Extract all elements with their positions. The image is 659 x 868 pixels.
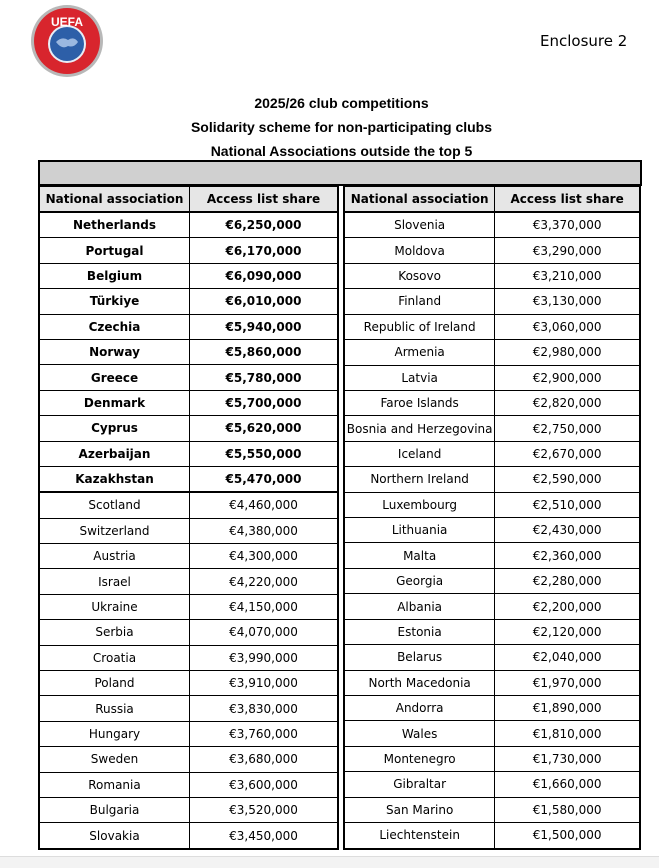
association-cell: Armenia — [344, 340, 495, 365]
title-line-1: 2025/26 club competitions — [254, 95, 429, 111]
table-row — [344, 238, 640, 263]
table-row — [39, 238, 338, 263]
table-row — [344, 263, 640, 288]
association-cell: Belgium — [39, 263, 190, 288]
association-cell: Bosnia and Herzegovina — [344, 416, 495, 441]
table-row — [39, 416, 338, 441]
association-cell: Georgia — [344, 568, 495, 593]
table-row — [39, 620, 338, 645]
association-cell: Gibraltar — [344, 772, 495, 797]
table-row — [344, 670, 640, 695]
table-row — [344, 365, 640, 390]
share-cell: €4,460,000 — [190, 492, 339, 518]
association-cell: Netherlands — [39, 212, 190, 238]
uefa-logo — [30, 4, 104, 78]
share-cell: €5,860,000 — [190, 339, 339, 364]
table-row — [39, 390, 338, 415]
table-row — [39, 671, 338, 696]
share-cell: €2,430,000 — [495, 518, 640, 543]
title-line-2: Solidarity scheme for non-participating clubs — [190, 119, 493, 135]
share-cell: €3,370,000 — [495, 212, 640, 238]
association-cell: Kosovo — [344, 263, 495, 288]
table-header-bar — [38, 160, 642, 186]
share-cell: €2,750,000 — [495, 416, 640, 441]
share-cell: €4,220,000 — [190, 569, 339, 594]
share-cell: €2,980,000 — [495, 340, 640, 365]
table-row — [39, 797, 338, 822]
association-cell: Norway — [39, 339, 190, 364]
share-cell: €3,060,000 — [495, 314, 640, 339]
association-cell: Slovenia — [344, 212, 495, 238]
share-cell: €1,580,000 — [495, 797, 640, 822]
table-row — [39, 466, 338, 492]
table-row — [39, 518, 338, 543]
table-row — [39, 569, 338, 594]
share-cell: €1,660,000 — [495, 772, 640, 797]
table-row — [344, 340, 640, 365]
share-cell: €3,210,000 — [495, 263, 640, 288]
association-cell: Belarus — [344, 645, 495, 670]
table-row — [39, 263, 338, 288]
table-row — [39, 365, 338, 390]
table-row — [39, 772, 338, 797]
association-cell: Sweden — [39, 747, 190, 772]
table-row — [344, 594, 640, 619]
right-table — [343, 186, 641, 850]
table-row — [344, 467, 640, 492]
table-row — [344, 797, 640, 822]
share-cell: €3,450,000 — [190, 823, 339, 849]
share-cell: €1,890,000 — [495, 696, 640, 721]
share-cell: €1,970,000 — [495, 670, 640, 695]
solidarity-table — [38, 160, 642, 850]
association-cell: Wales — [344, 721, 495, 746]
share-cell: €4,300,000 — [190, 544, 339, 569]
table-row — [39, 492, 338, 518]
association-cell: Ukraine — [39, 594, 190, 619]
share-cell: €3,680,000 — [190, 747, 339, 772]
share-cell: €5,780,000 — [190, 365, 339, 390]
table-row — [39, 696, 338, 721]
table-row — [39, 289, 338, 314]
table-row — [344, 416, 640, 441]
right-table-body — [344, 212, 640, 849]
share-cell: €2,510,000 — [495, 492, 640, 517]
table-row — [344, 823, 640, 849]
title-line-3: National Associations outside the top 5 — [210, 143, 473, 159]
association-cell: Luxembourg — [344, 492, 495, 517]
association-cell: Faroe Islands — [344, 390, 495, 415]
association-cell: Malta — [344, 543, 495, 568]
association-cell: Romania — [39, 772, 190, 797]
association-cell: Albania — [344, 594, 495, 619]
share-cell: €6,090,000 — [190, 263, 339, 288]
col-header-share: Access list share — [190, 187, 339, 213]
table-row — [344, 619, 640, 644]
table-row — [344, 390, 640, 415]
enclosure-label: Enclosure 2 — [540, 32, 628, 50]
association-cell: Cyprus — [39, 416, 190, 441]
association-cell: Hungary — [39, 721, 190, 746]
share-cell: €2,360,000 — [495, 543, 640, 568]
table-row — [344, 518, 640, 543]
share-cell: €1,500,000 — [495, 823, 640, 849]
association-cell: Liechtenstein — [344, 823, 495, 849]
table-row — [39, 212, 338, 238]
share-cell: €3,600,000 — [190, 772, 339, 797]
association-cell: Lithuania — [344, 518, 495, 543]
association-cell: Azerbaijan — [39, 441, 190, 466]
share-cell: €3,520,000 — [190, 797, 339, 822]
table-row — [344, 721, 640, 746]
association-cell: Slovakia — [39, 823, 190, 849]
share-cell: €1,810,000 — [495, 721, 640, 746]
table-row — [344, 492, 640, 517]
association-cell: Greece — [39, 365, 190, 390]
table-row — [39, 441, 338, 466]
table-row — [344, 645, 640, 670]
table-row — [344, 696, 640, 721]
table-row — [344, 212, 640, 238]
share-cell: €5,700,000 — [190, 390, 339, 415]
page-bottom-edge — [0, 856, 659, 868]
share-cell: €2,120,000 — [495, 619, 640, 644]
share-cell: €5,620,000 — [190, 416, 339, 441]
table-row — [344, 543, 640, 568]
share-cell: €3,830,000 — [190, 696, 339, 721]
table-row — [39, 721, 338, 746]
association-cell: Türkiye — [39, 289, 190, 314]
table-row — [39, 747, 338, 772]
association-cell: Iceland — [344, 441, 495, 466]
table-row — [344, 568, 640, 593]
share-cell: €5,940,000 — [190, 314, 339, 339]
document-title — [0, 93, 659, 165]
col-header-share: Access list share — [495, 187, 640, 213]
share-cell: €2,670,000 — [495, 441, 640, 466]
share-cell: €3,130,000 — [495, 289, 640, 314]
association-cell: Republic of Ireland — [344, 314, 495, 339]
share-cell: €2,590,000 — [495, 467, 640, 492]
share-cell: €3,990,000 — [190, 645, 339, 670]
association-cell: Denmark — [39, 390, 190, 415]
share-cell: €5,550,000 — [190, 441, 339, 466]
association-cell: Bulgaria — [39, 797, 190, 822]
share-cell: €2,820,000 — [495, 390, 640, 415]
association-cell: San Marino — [344, 797, 495, 822]
table-row — [344, 746, 640, 771]
association-cell: Moldova — [344, 238, 495, 263]
share-cell: €6,010,000 — [190, 289, 339, 314]
left-table-body — [39, 212, 338, 849]
share-cell: €1,730,000 — [495, 746, 640, 771]
share-cell: €2,280,000 — [495, 568, 640, 593]
share-cell: €6,170,000 — [190, 238, 339, 263]
table-row — [39, 314, 338, 339]
association-cell: Poland — [39, 671, 190, 696]
share-cell: €3,290,000 — [495, 238, 640, 263]
association-cell: North Macedonia — [344, 670, 495, 695]
share-cell: €2,900,000 — [495, 365, 640, 390]
association-cell: Croatia — [39, 645, 190, 670]
share-cell: €6,250,000 — [190, 212, 339, 238]
share-cell: €4,150,000 — [190, 594, 339, 619]
table-row — [39, 823, 338, 849]
share-cell: €3,910,000 — [190, 671, 339, 696]
table-row — [39, 594, 338, 619]
association-cell: Estonia — [344, 619, 495, 644]
association-cell: Portugal — [39, 238, 190, 263]
table-row — [39, 339, 338, 364]
association-cell: Northern Ireland — [344, 467, 495, 492]
association-cell: Latvia — [344, 365, 495, 390]
association-cell: Czechia — [39, 314, 190, 339]
logo-text: UEFA — [50, 15, 84, 29]
association-cell: Austria — [39, 544, 190, 569]
association-cell: Kazakhstan — [39, 466, 190, 492]
association-cell: Israel — [39, 569, 190, 594]
share-cell: €2,200,000 — [495, 594, 640, 619]
share-cell: €3,760,000 — [190, 721, 339, 746]
table-row — [344, 314, 640, 339]
share-cell: €4,380,000 — [190, 518, 339, 543]
share-cell: €2,040,000 — [495, 645, 640, 670]
table-row — [344, 441, 640, 466]
table-row — [39, 544, 338, 569]
share-cell: €5,470,000 — [190, 466, 339, 492]
association-cell: Russia — [39, 696, 190, 721]
association-cell: Andorra — [344, 696, 495, 721]
col-header-association: National association — [39, 187, 190, 213]
association-cell: Switzerland — [39, 518, 190, 543]
association-cell: Serbia — [39, 620, 190, 645]
table-row — [39, 645, 338, 670]
table-row — [344, 772, 640, 797]
share-cell: €4,070,000 — [190, 620, 339, 645]
association-cell: Montenegro — [344, 746, 495, 771]
association-cell: Scotland — [39, 492, 190, 518]
left-table — [38, 186, 339, 850]
col-header-association: National association — [344, 187, 495, 213]
table-row — [344, 289, 640, 314]
association-cell: Finland — [344, 289, 495, 314]
